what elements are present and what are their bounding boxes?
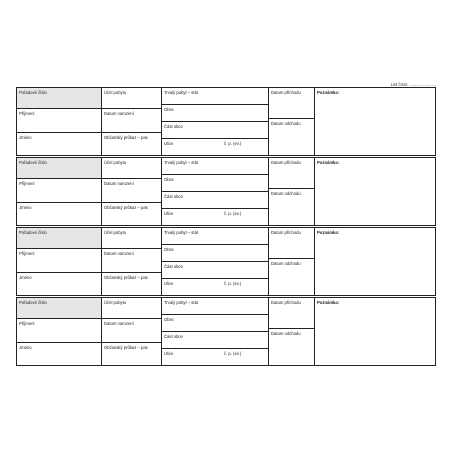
house-number-label: č. p. (ev.) <box>224 351 242 356</box>
serial-number-cell[interactable] <box>17 228 101 249</box>
dates-column <box>269 228 315 295</box>
first-name-label: Jméno <box>19 205 32 210</box>
permanent-residence-cell[interactable] <box>162 158 268 175</box>
street-label: Ulice <box>164 141 174 146</box>
municipality-part-cell[interactable] <box>162 192 268 209</box>
permanent-residence-cell[interactable] <box>162 88 268 105</box>
address-column <box>162 298 269 365</box>
note-column[interactable] <box>315 228 435 295</box>
stay-column <box>102 158 162 225</box>
permanent-residence-label: Trvalý pobyt – stát <box>164 300 199 305</box>
note-column[interactable] <box>315 88 435 155</box>
id-card-cell[interactable] <box>102 343 161 365</box>
permanent-residence-label: Trvalý pobyt – stát <box>164 90 199 95</box>
purpose-cell[interactable] <box>102 158 161 179</box>
sheet-number-label: List číslo: ....................... <box>390 82 436 87</box>
purpose-label: Účel pobytu <box>104 230 127 235</box>
stay-column <box>102 298 162 365</box>
serial-number-label: Pořadové číslo <box>19 90 47 95</box>
serial-number-label: Pořadové číslo <box>19 160 47 165</box>
municipality-label: Obec <box>164 317 175 322</box>
arrival-date-label: Datum příchodu <box>271 300 301 305</box>
identity-column <box>17 228 102 295</box>
municipality-part-cell[interactable] <box>162 332 268 349</box>
permanent-residence-cell[interactable] <box>162 228 268 245</box>
guest-record <box>16 227 436 296</box>
note-label: Poznámka: <box>317 230 340 235</box>
departure-date-cell[interactable] <box>269 189 314 225</box>
serial-number-label: Pořadové číslo <box>19 230 47 235</box>
municipality-cell[interactable] <box>162 315 268 332</box>
dates-column <box>269 88 315 155</box>
arrival-date-label: Datum příchodu <box>271 90 301 95</box>
first-name-cell[interactable] <box>17 203 101 225</box>
id-card-label: Občanský průkaz – pas <box>104 345 148 350</box>
street-cell[interactable] <box>162 349 268 365</box>
municipality-label: Obec <box>164 177 175 182</box>
street-label: Ulice <box>164 351 174 356</box>
id-card-label: Občanský průkaz – pas <box>104 275 148 280</box>
id-card-cell[interactable] <box>102 133 161 155</box>
purpose-label: Účel pobytu <box>104 160 127 165</box>
address-column <box>162 228 269 295</box>
municipality-cell[interactable] <box>162 245 268 262</box>
note-column[interactable] <box>315 158 435 225</box>
surname-cell[interactable] <box>17 319 101 343</box>
surname-cell[interactable] <box>17 179 101 203</box>
departure-date-label: Datum odchodu <box>271 331 301 336</box>
first-name-label: Jméno <box>19 135 32 140</box>
first-name-cell[interactable] <box>17 133 101 155</box>
identity-column <box>17 88 102 155</box>
municipality-cell[interactable] <box>162 175 268 192</box>
house-number-label: č. p. (ev.) <box>224 281 242 286</box>
birth-date-cell[interactable] <box>102 179 161 203</box>
municipality-part-label: Část obce <box>164 334 183 339</box>
municipality-label: Obec <box>164 107 175 112</box>
municipality-part-cell[interactable] <box>162 262 268 279</box>
serial-number-cell[interactable] <box>17 88 101 109</box>
street-label: Ulice <box>164 211 174 216</box>
purpose-label: Účel pobytu <box>104 300 127 305</box>
surname-label: Příjmení <box>19 181 35 186</box>
municipality-part-cell[interactable] <box>162 122 268 139</box>
address-column <box>162 158 269 225</box>
note-label: Poznámka: <box>317 90 340 95</box>
note-label: Poznámka: <box>317 160 340 165</box>
arrival-date-label: Datum příchodu <box>271 160 301 165</box>
arrival-date-label: Datum příchodu <box>271 230 301 235</box>
surname-label: Příjmení <box>19 251 35 256</box>
id-card-label: Občanský průkaz – pas <box>104 135 148 140</box>
municipality-part-label: Část obce <box>164 264 183 269</box>
house-number-label: č. p. (ev.) <box>224 141 242 146</box>
dates-column <box>269 298 315 365</box>
first-name-label: Jméno <box>19 275 32 280</box>
permanent-residence-cell[interactable] <box>162 298 268 315</box>
departure-date-cell[interactable] <box>269 119 314 155</box>
street-cell[interactable] <box>162 279 268 295</box>
identity-column <box>17 158 102 225</box>
surname-label: Příjmení <box>19 321 35 326</box>
birth-date-label: Datum narození <box>104 251 134 256</box>
serial-number-cell[interactable] <box>17 298 101 319</box>
id-card-cell[interactable] <box>102 273 161 295</box>
guest-record <box>16 157 436 226</box>
arrival-date-cell[interactable] <box>269 88 314 119</box>
municipality-part-label: Část obce <box>164 194 183 199</box>
street-cell[interactable] <box>162 139 268 155</box>
permanent-residence-label: Trvalý pobyt – stát <box>164 160 199 165</box>
purpose-label: Účel pobytu <box>104 90 127 95</box>
serial-number-label: Pořadové číslo <box>19 300 47 305</box>
departure-date-label: Datum odchodu <box>271 261 301 266</box>
note-column[interactable] <box>315 298 435 365</box>
birth-date-label: Datum narození <box>104 111 134 116</box>
first-name-label: Jméno <box>19 345 32 350</box>
municipality-label: Obec <box>164 247 175 252</box>
street-label: Ulice <box>164 281 174 286</box>
purpose-cell[interactable] <box>102 298 161 319</box>
municipality-part-label: Část obce <box>164 124 183 129</box>
municipality-cell[interactable] <box>162 105 268 122</box>
birth-date-cell[interactable] <box>102 249 161 273</box>
purpose-cell[interactable] <box>102 88 161 109</box>
permanent-residence-label: Trvalý pobyt – stát <box>164 230 199 235</box>
departure-date-cell[interactable] <box>269 259 314 295</box>
departure-date-label: Datum odchodu <box>271 191 301 196</box>
surname-cell[interactable] <box>17 109 101 133</box>
arrival-date-cell[interactable] <box>269 228 314 259</box>
guest-record <box>16 297 436 366</box>
birth-date-label: Datum narození <box>104 181 134 186</box>
identity-column <box>17 298 102 365</box>
surname-cell[interactable] <box>17 249 101 273</box>
stay-column <box>102 88 162 155</box>
id-card-label: Občanský průkaz – pas <box>104 205 148 210</box>
departure-date-label: Datum odchodu <box>271 121 301 126</box>
purpose-cell[interactable] <box>102 228 161 249</box>
street-cell[interactable] <box>162 209 268 225</box>
arrival-date-cell[interactable] <box>269 298 314 329</box>
surname-label: Příjmení <box>19 111 35 116</box>
birth-date-label: Datum narození <box>104 321 134 326</box>
first-name-cell[interactable] <box>17 273 101 295</box>
house-number-label: č. p. (ev.) <box>224 211 242 216</box>
birth-date-cell[interactable] <box>102 109 161 133</box>
stay-column <box>102 228 162 295</box>
guest-record <box>16 87 436 156</box>
dates-column <box>269 158 315 225</box>
address-column <box>162 88 269 155</box>
note-label: Poznámka: <box>317 300 340 305</box>
departure-date-cell[interactable] <box>269 329 314 365</box>
id-card-cell[interactable] <box>102 203 161 225</box>
arrival-date-cell[interactable] <box>269 158 314 189</box>
first-name-cell[interactable] <box>17 343 101 365</box>
birth-date-cell[interactable] <box>102 319 161 343</box>
serial-number-cell[interactable] <box>17 158 101 179</box>
